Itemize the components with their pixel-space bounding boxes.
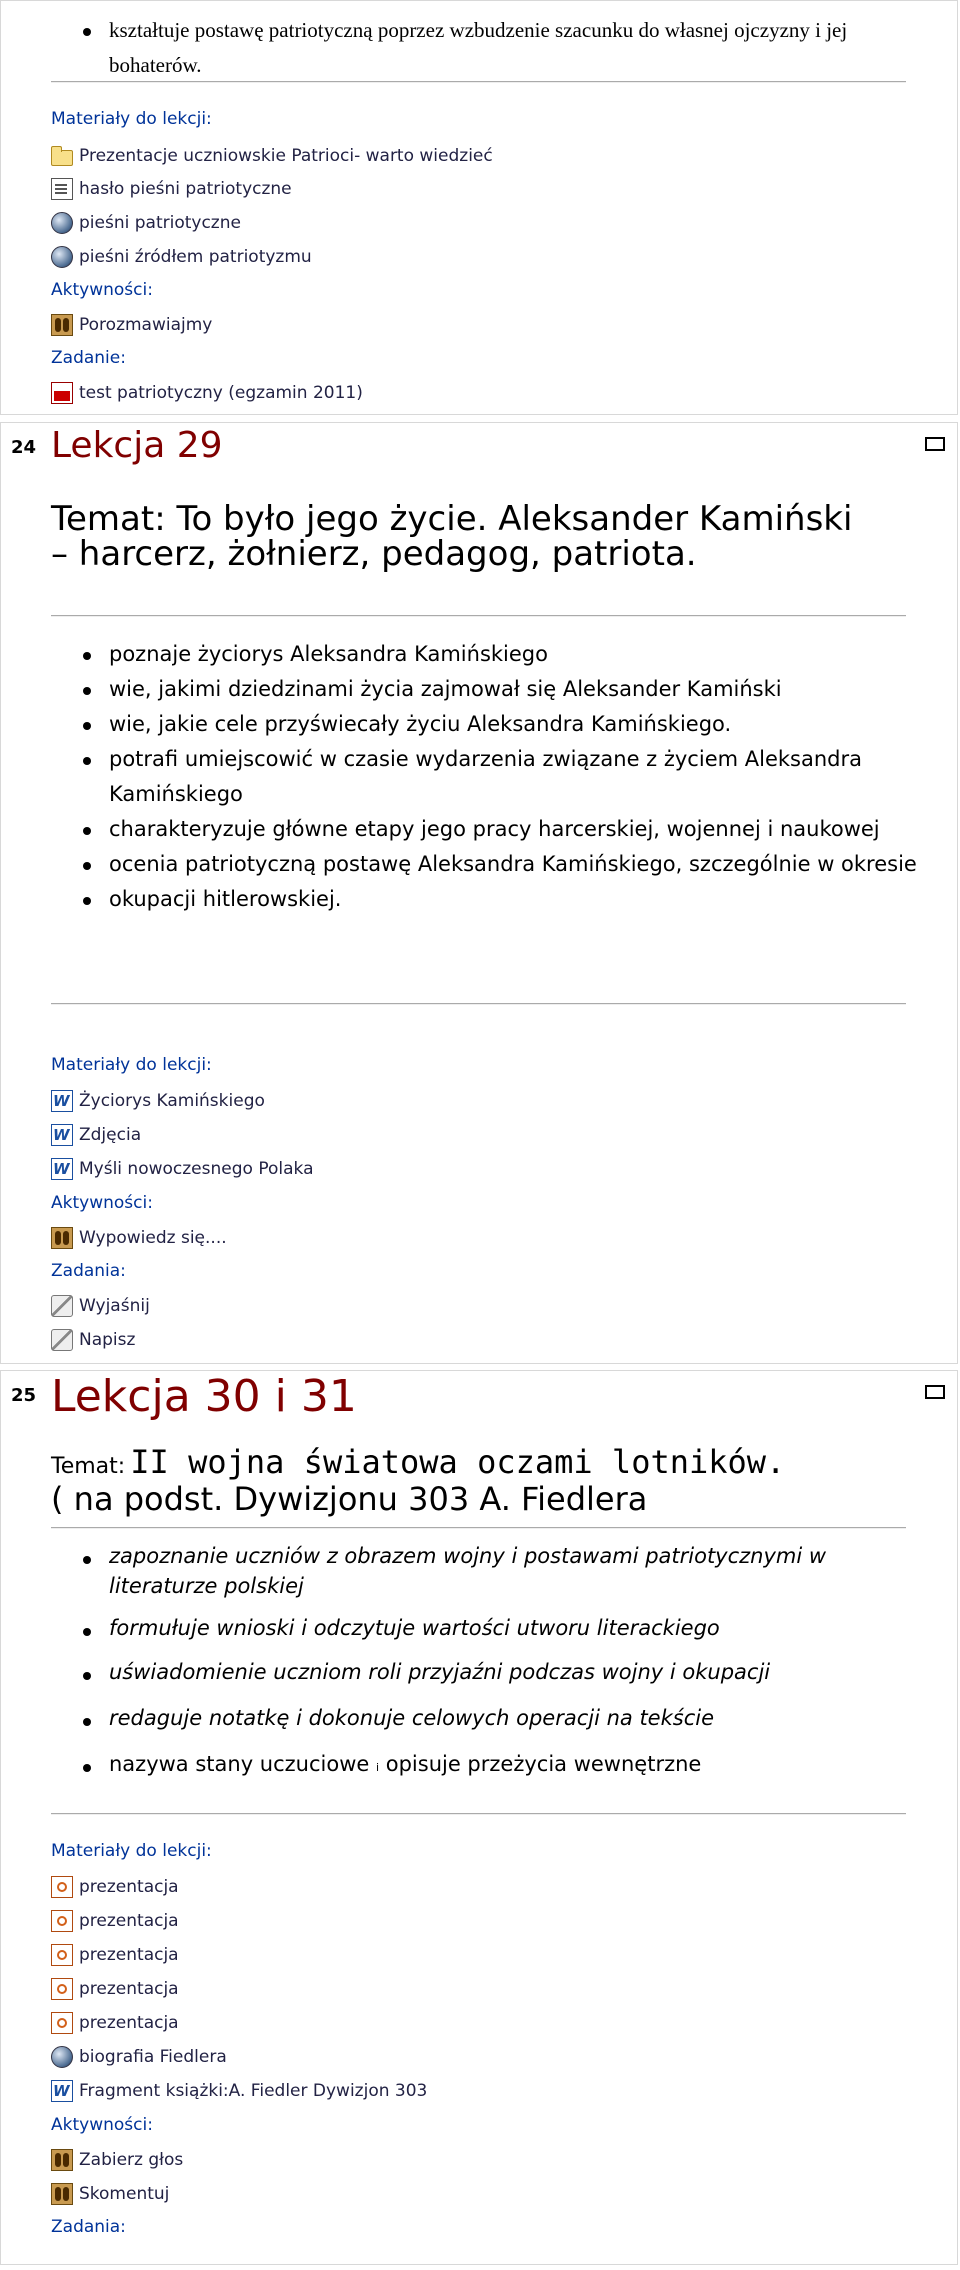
- goal-item: ocenia patriotyczną postawę Aleksandra Kamińskiego, szczególnie w okresie: [109, 847, 939, 882]
- forum-icon: [51, 2149, 73, 2171]
- topic-prefix: Temat:: [51, 1454, 126, 1479]
- presentation-icon: [51, 1944, 73, 1966]
- resource-link[interactable]: [51, 1907, 179, 1935]
- goal-item: okupacji hitlerowskiej.: [109, 882, 939, 917]
- goal-item: [109, 1749, 939, 1783]
- goals-list: [73, 637, 939, 917]
- progress-checkbox[interactable]: [925, 1385, 945, 1399]
- resource-link-text[interactable]: Prezentacje uczniowskie Patrioci- warto wiedzieć: [79, 146, 493, 166]
- forum-icon: [51, 314, 73, 336]
- topic-line-1: [51, 1443, 785, 1481]
- materials-label: Materiały do lekcji:: [51, 109, 212, 129]
- section-24: [0, 422, 958, 1364]
- resource-link-text[interactable]: Myśli nowoczesnego Polaka: [79, 1159, 314, 1179]
- folder-icon: [51, 150, 73, 166]
- goal-text-small: i: [376, 1761, 380, 1774]
- resource-link-text[interactable]: prezentacja: [79, 1979, 179, 1999]
- task-link-text[interactable]: Wyjaśnij: [79, 1296, 150, 1316]
- word-icon: [51, 1158, 73, 1180]
- tasks-label: Zadanie:: [51, 348, 126, 368]
- document-icon: [51, 178, 73, 200]
- goal-text: nazywa stany uczuciowe: [109, 1752, 376, 1776]
- divider: [51, 1527, 906, 1529]
- goal-item: formułuje wnioski i odczytuje wartości utworu literackiego: [109, 1613, 939, 1643]
- resource-link[interactable]: [51, 2009, 179, 2037]
- lesson-title: Lekcja 29: [51, 425, 223, 466]
- resource-link[interactable]: [51, 175, 292, 203]
- goal-item: charakteryzuje główne etapy jego pracy harcerskiej, wojennej i naukowej: [109, 812, 939, 847]
- materials-label: Materiały do lekcji:: [51, 1055, 212, 1075]
- goal-item: poznaje życiorys Aleksandra Kamińskiego: [109, 637, 939, 672]
- lesson-title: Lekcja 30 i 31: [51, 1371, 357, 1422]
- goal-item: wie, jakie cele przyświecały życiu Aleksandra Kamińskiego.: [109, 707, 939, 742]
- resource-link[interactable]: [51, 2043, 227, 2071]
- resource-link[interactable]: [51, 1873, 179, 1901]
- activities-label: Aktywności:: [51, 280, 153, 300]
- goal-item: uświadomienie uczniom roli przyjaźni podczas wojny i okupacji: [109, 1657, 939, 1687]
- section-23: [0, 0, 958, 415]
- resource-link-text[interactable]: biografia Fiedlera: [79, 2047, 227, 2067]
- divider: [51, 1813, 906, 1815]
- goal-item: wie, jakimi dziedzinami życia zajmował się Aleksander Kamiński: [109, 672, 939, 707]
- resource-link[interactable]: [51, 1121, 141, 1149]
- presentation-icon: [51, 1910, 73, 1932]
- activity-link-text[interactable]: Porozmawiajmy: [79, 315, 213, 335]
- resource-link[interactable]: [51, 1941, 179, 1969]
- section-number: 24: [11, 437, 37, 458]
- resource-link[interactable]: [51, 1087, 265, 1115]
- progress-checkbox[interactable]: [925, 437, 945, 451]
- assignment-icon: [51, 1329, 73, 1351]
- goal-item: kształtuje postawę patriotyczną poprzez wzbudzenie szacunku do własnej ojczyzny i jej bohaterów.: [109, 13, 939, 83]
- divider: [51, 1003, 906, 1005]
- divider: [51, 615, 906, 617]
- resource-link-text[interactable]: pieśni źródłem patriotyzmu: [79, 247, 312, 267]
- forum-icon: [51, 2183, 73, 2205]
- presentation-icon: [51, 2012, 73, 2034]
- task-link-text[interactable]: Napisz: [79, 1330, 136, 1350]
- activity-link[interactable]: [51, 2146, 183, 2174]
- forum-icon: [51, 1227, 73, 1249]
- task-link-text[interactable]: test patriotyczny (egzamin 2011): [79, 383, 363, 403]
- word-icon: [51, 1124, 73, 1146]
- topic-line-2: ( na podst. Dywizjonu 303 A. Fiedlera: [51, 1480, 648, 1518]
- tasks-label: Zadania:: [51, 2217, 126, 2237]
- resource-link-text[interactable]: prezentacja: [79, 1877, 179, 1897]
- activities-label: Aktywności:: [51, 2115, 153, 2135]
- activities-label: Aktywności:: [51, 1193, 153, 1213]
- section-number: 25: [11, 1385, 37, 1406]
- resource-link[interactable]: [51, 1155, 313, 1183]
- resource-link-text[interactable]: pieśni patriotyczne: [79, 213, 241, 233]
- goals-list: [73, 13, 939, 83]
- resource-link-text[interactable]: Zdjęcia: [79, 1125, 142, 1145]
- resource-link[interactable]: [51, 1975, 179, 2003]
- resource-link-text[interactable]: prezentacja: [79, 1945, 179, 1965]
- activity-link-text[interactable]: Wypowiedz się....: [79, 1228, 227, 1248]
- activity-link[interactable]: [51, 311, 212, 339]
- goal-item: potrafi umiejscowić w czasie wydarzenia związane z życiem Aleksandra Kamińskiego: [109, 742, 939, 812]
- resource-link[interactable]: [51, 142, 493, 170]
- pdf-icon: [51, 382, 73, 404]
- goals-list: [73, 1541, 939, 1783]
- task-link[interactable]: [51, 1292, 150, 1320]
- topic-line-2: – harcerz, żołnierz, pedagog, patriota.: [51, 534, 697, 574]
- goal-item: zapoznanie uczniów z obrazem wojny i postawami patriotycznymi w literaturze polskiej: [109, 1541, 939, 1601]
- resource-link[interactable]: [51, 2077, 427, 2105]
- word-icon: [51, 2080, 73, 2102]
- word-icon: [51, 1090, 73, 1112]
- task-link[interactable]: [51, 1326, 135, 1354]
- resource-link-text[interactable]: prezentacja: [79, 1911, 179, 1931]
- tasks-label: Zadania:: [51, 1261, 126, 1281]
- activity-link[interactable]: [51, 2180, 169, 2208]
- activity-link[interactable]: [51, 1224, 227, 1252]
- resource-link-text[interactable]: Życiorys Kamińskiego: [79, 1091, 265, 1111]
- activity-link-text[interactable]: Skomentuj: [79, 2184, 170, 2204]
- resource-link[interactable]: [51, 243, 312, 271]
- globe-icon: [51, 2046, 73, 2068]
- divider: [51, 81, 906, 83]
- presentation-icon: [51, 1978, 73, 2000]
- resource-link-text[interactable]: hasło pieśni patriotyczne: [79, 179, 292, 199]
- task-link[interactable]: [51, 379, 363, 407]
- goal-text: opisuje przeżycia wewnętrzne: [379, 1752, 702, 1776]
- goal-item: redaguje notatkę i dokonuje celowych operacji na tekście: [109, 1703, 939, 1733]
- resource-link-text[interactable]: prezentacja: [79, 2013, 179, 2033]
- activity-link-text[interactable]: Zabierz głos: [79, 2150, 184, 2170]
- topic-text: II wojna światowa oczami lotników.: [130, 1443, 786, 1481]
- resource-link[interactable]: [51, 209, 241, 237]
- section-25: [0, 1370, 958, 2265]
- globe-icon: [51, 246, 73, 268]
- materials-label: Materiały do lekcji:: [51, 1841, 212, 1861]
- resource-link-text[interactable]: Fragment książki:A. Fiedler Dywizjon 303: [79, 2081, 428, 2101]
- topic-line-1: Temat: To było jego życie. Aleksander Kamiński: [51, 499, 853, 539]
- globe-icon: [51, 212, 73, 234]
- assignment-icon: [51, 1295, 73, 1317]
- presentation-icon: [51, 1876, 73, 1898]
